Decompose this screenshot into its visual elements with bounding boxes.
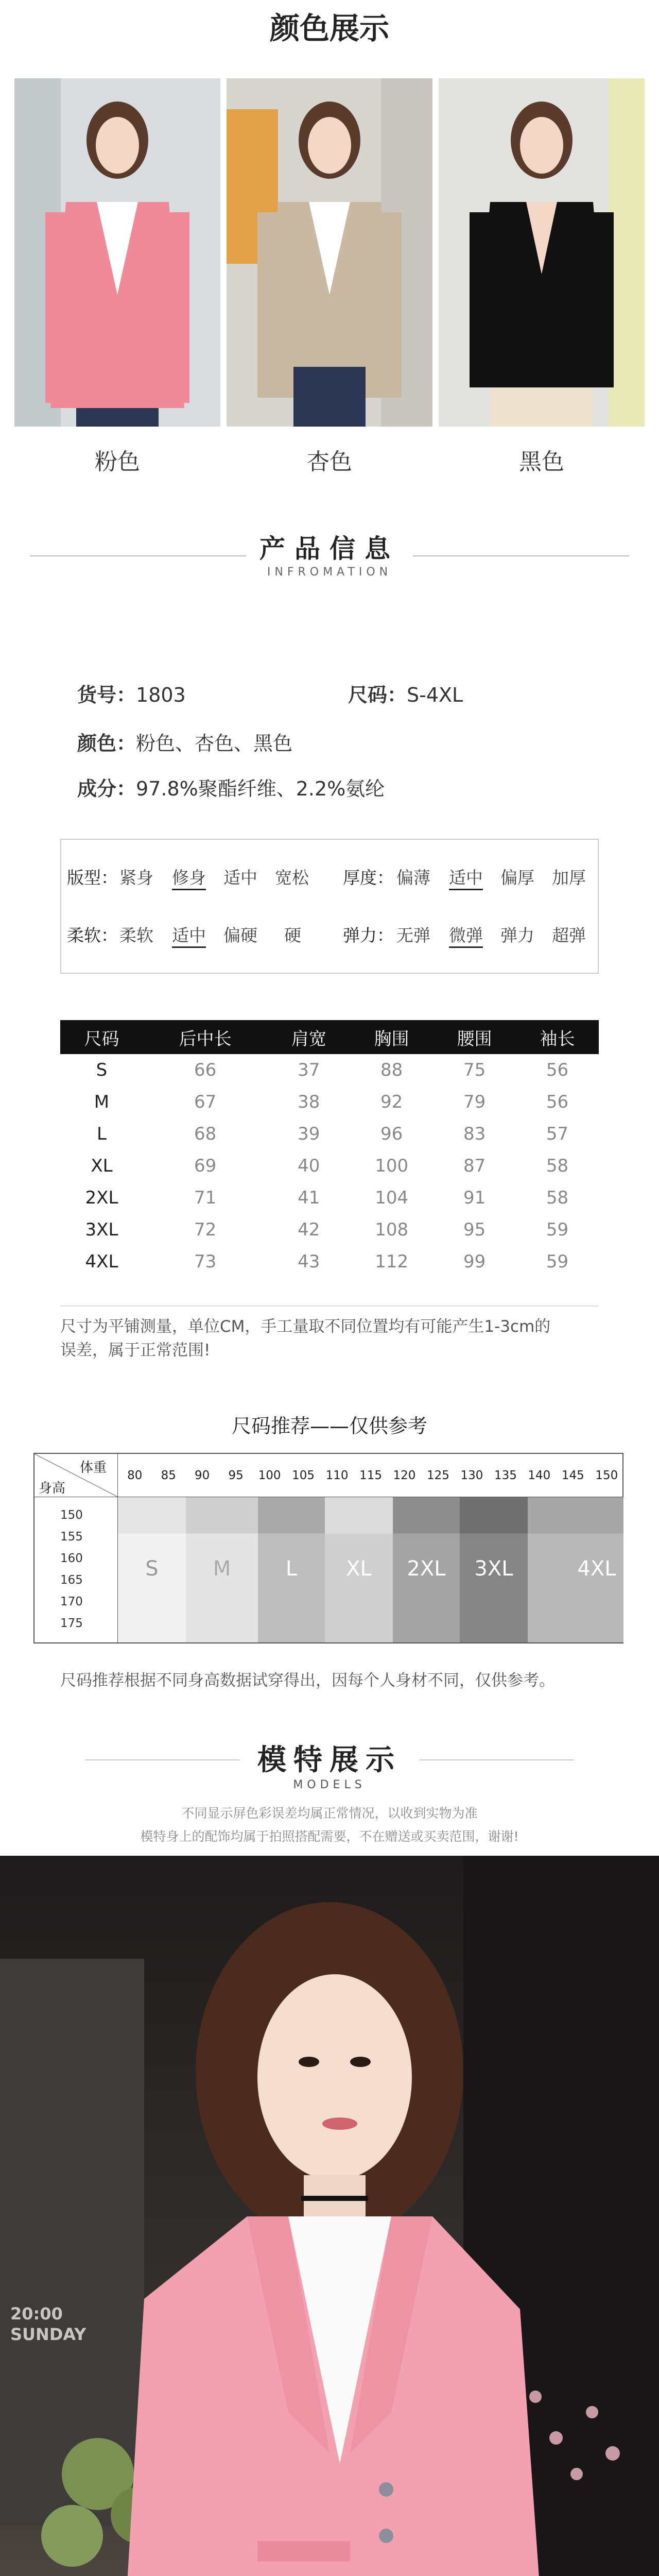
softness-option-3: 偏硬 [223, 925, 257, 945]
cell: 108 [375, 1219, 409, 1240]
material-value: 97.8%聚酯纤维、2.2%氨纶 [136, 777, 385, 800]
header-size: 尺码 [60, 1020, 143, 1054]
cell: 91 [463, 1188, 486, 1208]
weight-cell: 135 [494, 1469, 517, 1482]
cell: 38 [298, 1092, 320, 1112]
size-label-s: S [145, 1557, 159, 1581]
cell: 2XL [85, 1188, 118, 1208]
cell: 83 [463, 1124, 486, 1144]
cell: 96 [380, 1124, 403, 1144]
cell: XL [91, 1156, 113, 1176]
table-row [60, 1054, 599, 1086]
item-number-row [77, 679, 186, 707]
cell: 58 [546, 1188, 569, 1208]
height-cell: 155 [60, 1530, 83, 1544]
cell: 87 [463, 1156, 486, 1176]
header-back-length: 后中长 [143, 1020, 267, 1054]
softness-option-1: 柔软 [119, 925, 153, 945]
softness-option-4: 硬 [284, 925, 301, 945]
cell: 73 [194, 1251, 217, 1272]
weight-cell: 85 [161, 1469, 176, 1482]
header-sleeve: 袖长 [516, 1020, 599, 1054]
header-bust: 胸围 [350, 1020, 433, 1054]
weight-label: 体重 [80, 1460, 107, 1476]
elasticity-option-1: 无弹 [396, 925, 430, 945]
weight-header-row [118, 1454, 623, 1497]
cell: 112 [375, 1251, 409, 1272]
cell: 72 [194, 1219, 217, 1240]
table-row [60, 1182, 599, 1214]
models-desc-1: 不同显示屏色彩误差均属正常情况，以收到实物为准 [181, 1806, 478, 1821]
cell: S [96, 1060, 108, 1080]
size-chart-header [60, 1020, 599, 1054]
fit-option-4: 宽松 [275, 868, 309, 888]
fit-option-3: 适中 [223, 868, 257, 888]
cell: 95 [463, 1219, 486, 1240]
cell: 56 [546, 1060, 569, 1080]
elasticity-option-4: 超弹 [552, 925, 586, 945]
color-photo-apricot [227, 78, 432, 427]
material-row [77, 773, 385, 801]
cell: 56 [546, 1092, 569, 1112]
size-label-m: M [213, 1557, 231, 1581]
softness-option-2-selected: 适中 [172, 922, 206, 948]
weight-cell: 115 [359, 1469, 382, 1482]
photo-sign-day: SUNDAY [10, 2325, 86, 2344]
cell: 57 [546, 1124, 569, 1144]
size-label-xl: XL [346, 1557, 372, 1581]
height-cell: 150 [60, 1509, 83, 1522]
fit-option-2-selected: 修身 [172, 865, 206, 890]
material-label: 成分： [77, 777, 136, 800]
models-title: 模特展示 [257, 1743, 402, 1777]
size-range-row [348, 679, 463, 707]
cell: 99 [463, 1251, 486, 1272]
models-subtitle: MODELS [293, 1778, 366, 1791]
height-cell: 175 [60, 1617, 83, 1630]
cell: 3XL [85, 1219, 118, 1240]
cell: 4XL [85, 1251, 118, 1272]
cell: 92 [380, 1092, 403, 1112]
cell: 40 [298, 1156, 320, 1176]
height-cell: 165 [60, 1573, 83, 1587]
color-label-black: 黑色 [519, 449, 564, 475]
size-chart-table [60, 1020, 599, 1278]
color-value: 粉色、杏色、黑色 [136, 732, 293, 755]
table-row [60, 1118, 599, 1150]
weight-cell: 110 [325, 1469, 349, 1482]
weight-cell: 100 [258, 1469, 281, 1482]
weight-cell: 125 [427, 1469, 449, 1482]
item-number-value: 1803 [136, 684, 186, 706]
cell: 43 [298, 1251, 320, 1272]
cell: 66 [194, 1060, 217, 1080]
color-photo-black [439, 78, 645, 427]
color-label: 颜色： [77, 732, 136, 755]
size-recommend-table [33, 1453, 623, 1643]
table-row [60, 1246, 599, 1278]
cell: 39 [298, 1124, 320, 1144]
product-info-title: 产品信息 [259, 534, 400, 564]
cell: 100 [375, 1156, 409, 1176]
color-row [77, 727, 292, 756]
models-desc-2: 模特身上的配饰均属于拍照搭配需要，不在赠送或买卖范围，谢谢! [140, 1829, 519, 1844]
size-label-4xl: 4XL [577, 1557, 616, 1581]
weight-cell: 150 [595, 1469, 618, 1482]
cell: 37 [298, 1060, 320, 1080]
elasticity-option-3: 弹力 [500, 925, 534, 945]
fit-option-1: 紧身 [119, 868, 153, 888]
photo-sign-time: 20:00 [10, 2304, 63, 2324]
thickness-option-2-selected: 适中 [449, 865, 483, 890]
thickness-label: 厚度： [343, 868, 394, 888]
cell: 69 [194, 1156, 217, 1176]
weight-cell: 140 [528, 1469, 551, 1482]
size-recommend-title: 尺码推荐——仅供参考 [231, 1415, 427, 1437]
cell: 59 [546, 1251, 569, 1272]
product-info-subtitle: INFROMATION [267, 566, 392, 579]
item-number-label: 货号： [77, 684, 136, 706]
model-photo [0, 1856, 659, 2576]
weight-cell: 145 [561, 1469, 584, 1482]
elasticity-label: 弹力： [343, 925, 394, 945]
color-label-pink: 粉色 [95, 449, 140, 475]
cell: 58 [546, 1156, 569, 1176]
weight-cell: 130 [460, 1469, 483, 1482]
size-label-3xl: 3XL [474, 1557, 513, 1581]
thickness-option-1: 偏薄 [396, 868, 430, 888]
table-row [60, 1150, 599, 1182]
cell: 67 [194, 1092, 217, 1112]
color-label-apricot: 杏色 [307, 449, 352, 475]
weight-cell: 95 [228, 1469, 244, 1482]
header-waist: 腰围 [433, 1020, 516, 1054]
softness-label: 柔软： [67, 925, 118, 945]
size-recommend-note: 尺码推荐根据不同身高数据试穿得出，因每个人身材不同，仅供参考。 [60, 1671, 555, 1690]
table-row [60, 1214, 599, 1246]
cell: M [94, 1092, 110, 1112]
cell: 71 [194, 1188, 217, 1208]
fit-label: 版型： [67, 868, 118, 888]
model-pink-image [14, 78, 220, 427]
cell: 59 [546, 1219, 569, 1240]
cell: L [96, 1124, 107, 1144]
size-label-2xl: 2XL [407, 1557, 446, 1581]
weight-cell: 80 [127, 1469, 143, 1482]
model-black-image [439, 78, 645, 427]
elasticity-option-2-selected: 微弹 [449, 922, 483, 948]
cell: 41 [298, 1188, 320, 1208]
height-label: 身高 [39, 1481, 66, 1496]
height-cell: 170 [60, 1595, 83, 1608]
height-column [34, 1497, 118, 1642]
cell: 104 [375, 1188, 409, 1208]
weight-cell: 120 [393, 1469, 416, 1482]
model-showcase-image [0, 1856, 659, 2576]
cell: 68 [194, 1124, 217, 1144]
attributes-box [60, 839, 599, 974]
table-bottom-rule [60, 1306, 599, 1307]
size-label-l: L [285, 1557, 298, 1581]
weight-cell: 105 [292, 1469, 315, 1482]
size-range-value: S-4XL [407, 684, 463, 706]
size-range-label: 尺码： [348, 684, 407, 706]
table-row [60, 1086, 599, 1118]
weight-cell: 90 [195, 1469, 210, 1482]
size-chart-note: 尺寸为平铺测量，单位CM，手工量取不同位置均有可能产生1-3cm的误差，属于正常范围! [60, 1317, 551, 1360]
cell: 79 [463, 1092, 486, 1112]
thickness-option-4: 加厚 [552, 868, 586, 888]
cell: 88 [380, 1060, 403, 1080]
header-shoulder: 肩宽 [267, 1020, 350, 1054]
cell: 42 [298, 1219, 320, 1240]
colors-title: 颜色展示 [269, 11, 389, 46]
color-photo-pink [14, 78, 220, 427]
model-apricot-image [227, 78, 432, 427]
cell: 75 [463, 1060, 486, 1080]
thickness-option-3: 偏厚 [500, 868, 534, 888]
height-cell: 160 [60, 1552, 83, 1565]
